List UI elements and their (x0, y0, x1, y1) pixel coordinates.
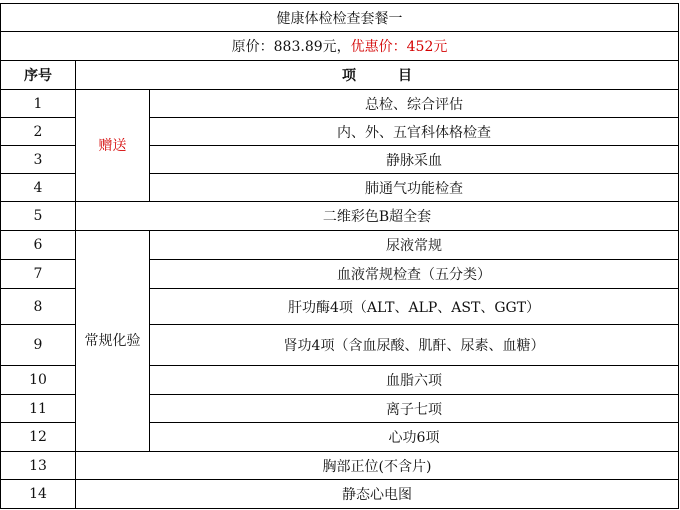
price-cell (1, 32, 679, 61)
category-routine-lab: 常规化验 (76, 231, 150, 452)
table-row (1, 452, 679, 480)
row-item: 离子七项 (150, 395, 679, 423)
row-seq: 3 (1, 146, 76, 174)
row-item: 肝功酶4项（ALT、ALP、AST、GGT） (150, 289, 679, 325)
original-price-label: 原价： (231, 39, 274, 55)
seq-header: 序号 (1, 61, 76, 90)
row-seq: 7 (1, 260, 76, 289)
table-row (1, 231, 679, 260)
row-item: 内、外、五官科体格检查 (150, 118, 679, 146)
table-row (1, 480, 679, 509)
row-item: 二维彩色B超全套 (76, 202, 679, 231)
row-seq: 10 (1, 366, 76, 395)
table-row (1, 202, 679, 231)
row-seq: 13 (1, 452, 76, 480)
row-seq: 6 (1, 231, 76, 260)
row-item: 静脉采血 (150, 146, 679, 174)
row-item: 总检、综合评估 (150, 90, 679, 118)
discount-price-label: 优惠价： (350, 39, 407, 55)
row-item: 心功6项 (150, 423, 679, 452)
table-row (1, 90, 679, 118)
row-item: 血脂六项 (150, 366, 679, 395)
item-header: 项 目 (76, 61, 679, 90)
row-item: 肾功4项（含血尿酸、肌酐、尿素、血糖） (150, 325, 679, 366)
row-seq: 9 (1, 325, 76, 366)
original-price-value: 883.89元， (273, 39, 351, 55)
row-seq: 11 (1, 395, 76, 423)
row-seq: 4 (1, 174, 76, 202)
header-row (1, 61, 679, 90)
package-title: 健康体检检查套餐一 (1, 4, 679, 32)
row-seq: 5 (1, 202, 76, 231)
row-seq: 14 (1, 480, 76, 509)
row-item: 胸部正位(不含片) (76, 452, 679, 480)
category-gift: 赠送 (76, 90, 150, 202)
row-item: 尿液常规 (150, 231, 679, 260)
row-seq: 12 (1, 423, 76, 452)
row-item: 肺通气功能检查 (150, 174, 679, 202)
row-seq: 2 (1, 118, 76, 146)
discount-price-value: 452元 (406, 39, 448, 55)
row-seq: 8 (1, 289, 76, 325)
row-item: 静态心电图 (76, 480, 679, 509)
package-table (0, 3, 679, 509)
row-seq: 1 (1, 90, 76, 118)
price-row (1, 32, 679, 61)
row-item: 血液常规检查（五分类） (150, 260, 679, 289)
title-row (1, 4, 679, 32)
